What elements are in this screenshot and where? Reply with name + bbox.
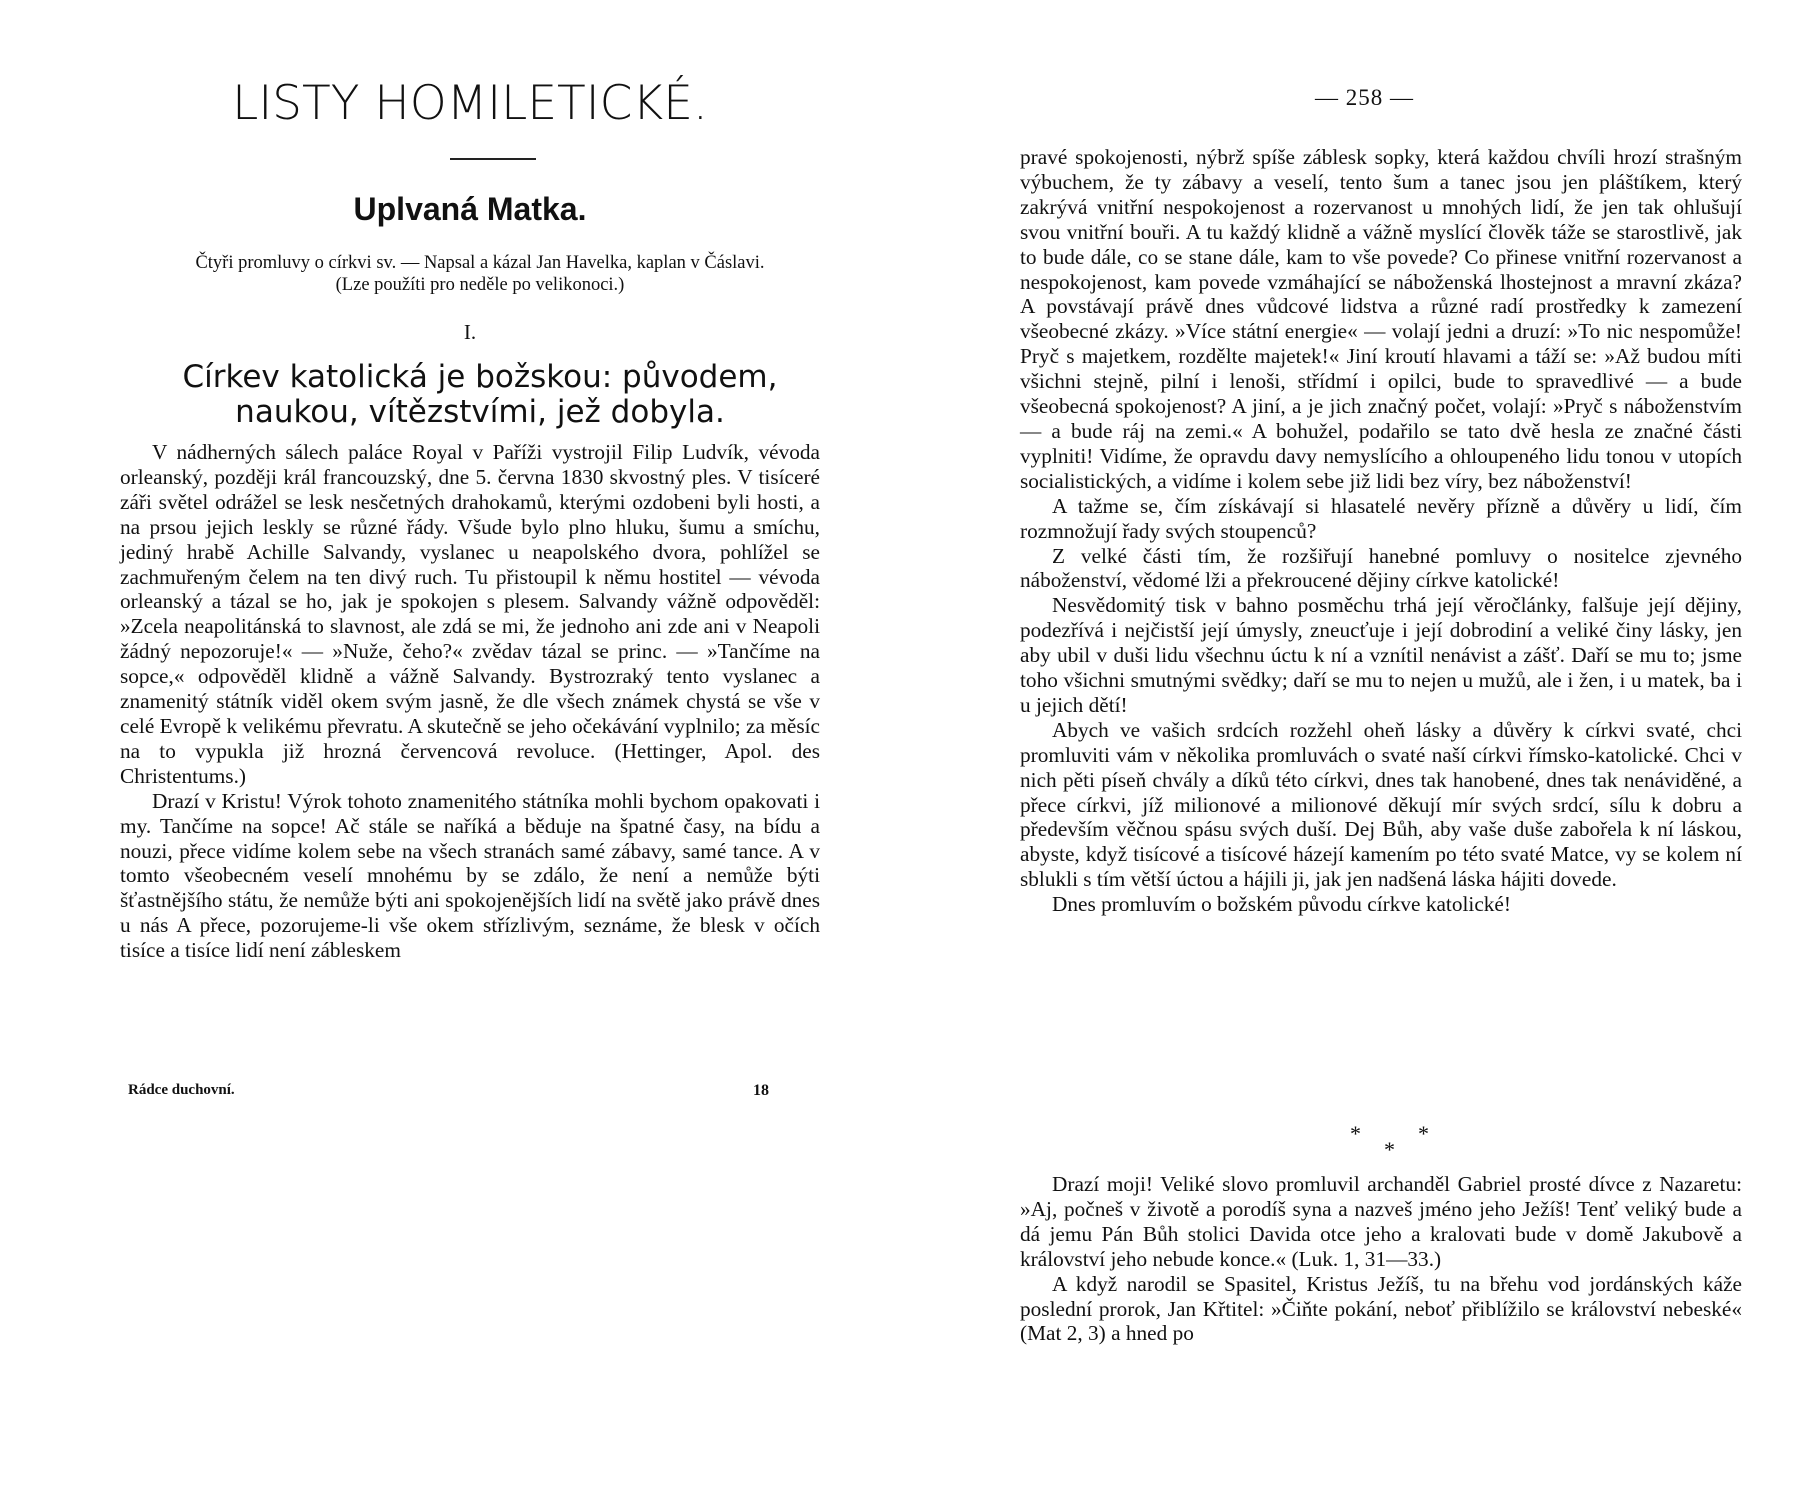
paragraph: Drazí v Kristu! Výrok tohoto znamenitého státníka mohli bychom opakovati i my. Tančíme na sopce! Ač stále se naříká a běduje na špatné časy, na bídu a nouzi, přece vidíme kolem sebe na všech stranách samé zábavy, samé tance. A v tomto všeobecném veselí mnohému by se zdálo, že není a nemůže býti šťastnějšího státu, že nemůže býti ani spokojenějších lidí na světě jako právě dnes u nás A přece, pozorujeme-li vše okem střízlivým, seznáme, že blesk v očích tisíce a tisíce lidí není zábleskem [120, 788, 820, 963]
section-heading [120, 360, 840, 430]
journal-title: LISTY HOMILETICKÉ. [232, 76, 708, 131]
byline-line: Čtyři promluvy o církvi sv. — Napsal a kázal Jan Havelka, kaplan v Čáslavi. [195, 253, 765, 273]
right-body-text [1020, 145, 1742, 917]
paragraph: Dnes promluvím o božském původu církve katolické! [1052, 892, 1511, 917]
byline [120, 252, 840, 296]
paragraph: Drazí moji! Veliké slovo promluvil archanděl Gabriel prosté dívce z Nazaretu: »Aj, počneš v životě a porodíš syna a nazveš jméno jeho Ježíš! Tenť veliký bude a dá jemu Pán Bůh stolici Davida otce jeho a kralovati bude v domě Jakubově a království jeho nebude konce.« (Luk. 1, 31—33.) [1020, 1172, 1742, 1271]
paragraph: A tažme se, čím získávají si hlasatelé nevěry přízně a důvěry u lidí, čím rozmnožují řady svých stoupenců? [1020, 493, 1742, 543]
section-heading-line: naukou, vítězstvími, jež dobyla. [235, 394, 725, 430]
paragraph: Abych ve vašich srdcích rozžehl oheň lásky a důvěry k církvi svaté, chci promluviti vám v několika promluvách o svaté naší církvi římsko-katolické. Chci v nich pěti píseň chvály a díků této církvi, dnes tak hanobené, dnes tak nenáviděné, a přece církvi, jíž milionové a milionové děkují mír svých srdcí, sílu k dobru a především věčnou spásu svých duší. Dej Bůh, aby vaše duše zabořela k ní láskou, abyste, když tisícové a tisícové házejí kamením po této svaté Matce, vy se kolem ní sblukli s tím větší úctou a hájili ji, jak jen nadšená láska hájiti dovede. [1020, 717, 1742, 892]
left-body-text [120, 440, 820, 963]
footer-signature: Rádce duchovní. [128, 1082, 235, 1098]
asterism-divider [1350, 1123, 1440, 1163]
section-number: I. [463, 320, 477, 344]
asterisk: * [1350, 1121, 1361, 1146]
article-title: Uplvaná Matka. [353, 191, 587, 227]
byline-line: (Lze použíti pro neděle po velikonoci.) [335, 275, 625, 295]
paragraph: Z velké části tím, že rozšiřují hanebné pomluvy o nositelce zjevného náboženství, vědomé lži a překroucené dějiny církve katolické! [1020, 543, 1742, 593]
asterisk: * [1418, 1121, 1429, 1146]
paragraph: V nádherných sálech paláce Royal v Paříži vystrojil Filip Ludvík, vévoda orleanský, později král francouzský, dne 5. června 1830 skvostný ples. V tisíceré záři světel odrážel se lesk nesčetných drahokamů, kterými ozdobeni byli hosti, a na prsou jejich leskly se různé řády. Všude bylo plno hluku, šumu a smíchu, jediný hrabě Achille Salvandy, vyslanec u neapolského dvora, pohlížel se zachmuřeným čelem na ten divý ruch. Tu přistoupil k němu hostitel — vévoda orleanský a tázal se ho, jak je spokojen s plesem. Salvandy vážně odpověděl: »Zcela neapolitánská to slavnost, ale zdá se mi, že jednoho ani zde ani v Neapoli žádný nepozoruje!« — »Nuže, čeho?« zvědav tázal se princ. — »Tančíme na sopce,« odpověděl klidně a vážně Salvandy. Bystrozraký tento vyslanec a znamenitý státník viděl okem svým jasně, že dle všech známek chystá se vše v celé Evropě k velikému převratu. A skutečně se jeho očekávání vyplnilo; za měsíc na to vypukla již hrozná červencová revoluce. (Hettinger, Apol. des Christentums.) [120, 440, 820, 788]
footer-page-number: 18 [753, 1082, 769, 1099]
asterisk: * [1384, 1137, 1395, 1162]
title-rule [450, 158, 536, 160]
right-body-text-continued [1020, 1172, 1742, 1346]
paragraph: A když narodil se Spasitel, Kristus Ježíš, tu na břehu vod jordánských káže poslední prorok, Jan Křtitel: »Čiňte pokání, neboť přiblížilo se království nebeské« (Mat 2, 3) a hned po [1020, 1271, 1742, 1346]
section-heading-line: Církev katolická je božskou: původem, [182, 359, 778, 395]
paragraph: Nesvědomitý tisk v bahno posměchu trhá její věročlánky, falšuje její dějiny, podezřívá i nejčistší její úmysly, zneucťuje i její dobrodiní a veliké činy lásky, jen aby ubil v duši lidu všechnu úctu k ní a vznítil nenávist a zášť. Daří se mu to; jsme toho všichni smutnými svědky; daří se mu to nejen u mužů, ale i žen, i u matek, ba i u jejich dětí! [1020, 593, 1742, 717]
page-number: — 258 — [1315, 85, 1414, 110]
paragraph: pravé spokojenosti, nýbrž spíše záblesk sopky, která každou chvíli hrozí strašným výbuchem, že ty zábavy a veselí, tento šum a tanec jsou jen pláštíkem, který zakrývá vnitřní nespokojenost a rozervanost u mnohých lidí, že jen tak ohlušují svou vnitřní bouři. A tu každý klidně a vážně myslící člověk táže se starostlivě, jak to bude dále, co se stane dále, kam to vše povede? Co přinese vnitřní rozervanost a nespokojenost, kam povede vzmáhající se náboženská lhostejnost a mravní zkáza? A povstávají právě dnes vůdcové lidstva a různé radí prostředky k zamezení všeobecné zkázy. »Více státní energie« — volají jedni a druzí: »To nic nespomůže! Pryč s majetkem, rozdělte majetek!« Jiní kroutí hlavami a táží se: »Až budou míti všichni stejně, pilní i lenoši, střídmí i opilci, bude to spravedlivé — a bude všeobecná spokojenost? A jiní, a je jich značný počet, volají: »Pryč s náboženstvím — a bude ráj na zemi.« A bohužel, podařilo se tato dvě hesla ze značné části vyplniti! Vidíme, že opravdu davy nemyslícího a ohloupeného lidu tonou v utopích socialistických, a vidíme i kolem sebe již lidi bez víry, bez náboženství! [1020, 145, 1742, 493]
